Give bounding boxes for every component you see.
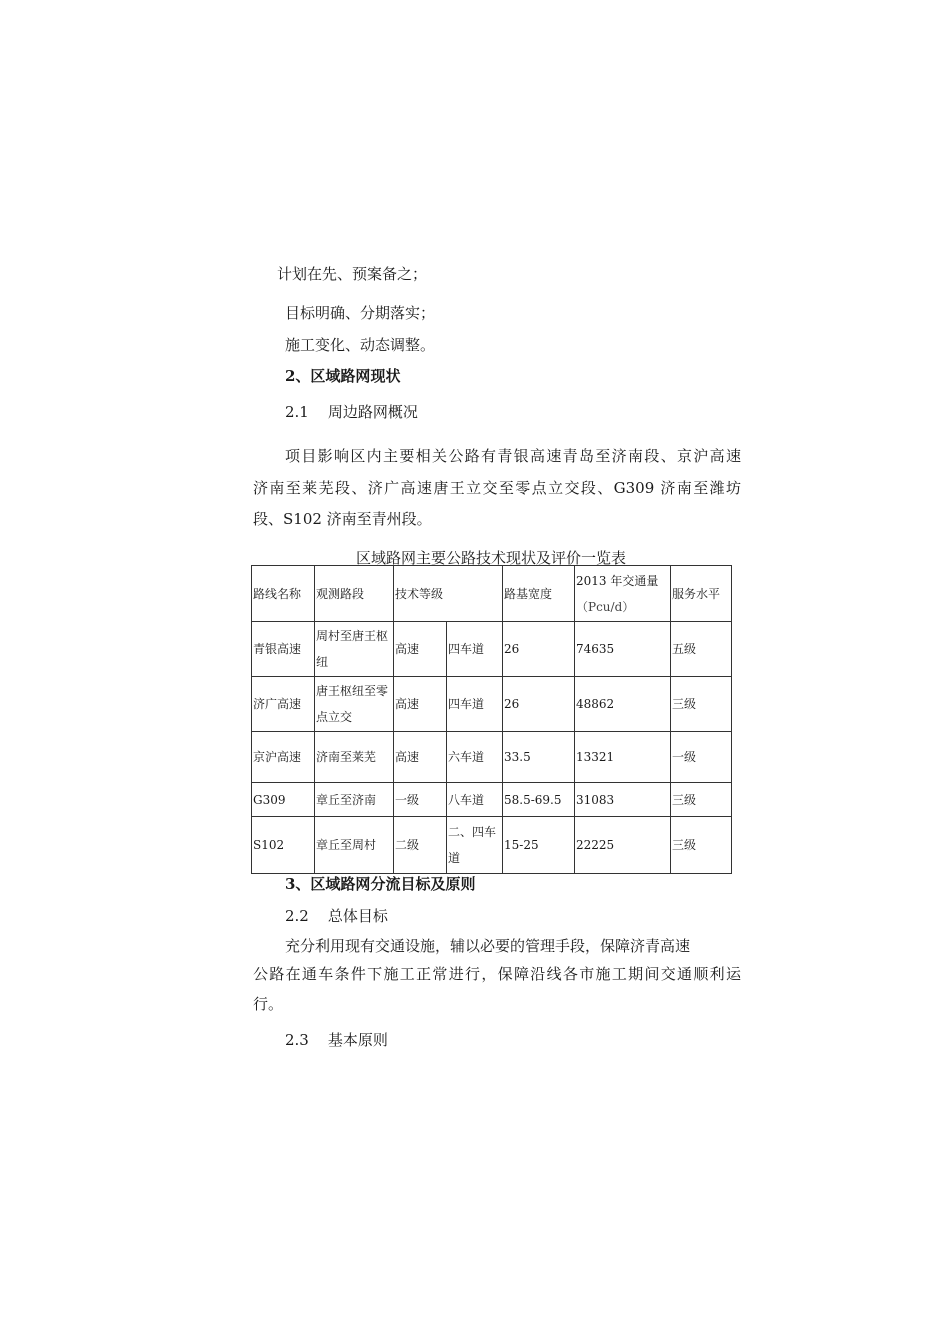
table-row <box>252 622 732 677</box>
cell-grade: 二级 <box>394 817 447 874</box>
header-grade: 技术等级 <box>394 566 503 622</box>
heading-2-3: 2.3 基本原则 <box>285 1031 388 1049</box>
cell-section: 章丘至济南 <box>315 783 394 817</box>
cell-lanes: 四车道 <box>447 677 503 732</box>
paragraph-goal: 目标明确、分期落实； <box>285 304 436 322</box>
heading-2-1: 2.1 周边路网概况 <box>285 403 418 421</box>
cell-grade: 高速 <box>394 677 447 732</box>
paragraph-plan: 计划在先、预案备之； <box>277 265 428 283</box>
cell-grade: 一级 <box>394 783 447 817</box>
header-service: 服务水平 <box>671 566 732 622</box>
header-traffic <box>575 566 671 622</box>
cell-width: 15-25 <box>503 817 575 874</box>
cell-traffic: 74635 <box>575 622 671 677</box>
cell-route: 济广高速 <box>252 677 315 732</box>
body-text-line: 济南至莱芜段、济广高速唐王立交至零点立交段、G309 济南至潍坊 <box>253 479 741 497</box>
cell-section: 唐王枢纽至零点立交 <box>315 677 394 732</box>
cell-grade: 高速 <box>394 622 447 677</box>
road-network-table <box>251 565 732 874</box>
table-row <box>252 677 732 732</box>
cell-traffic: 22225 <box>575 817 671 874</box>
heading-section-3: 3、区域路网分流目标及原则 <box>285 875 476 893</box>
cell-lanes: 四车道 <box>447 622 503 677</box>
cell-traffic: 31083 <box>575 783 671 817</box>
table-row <box>252 817 732 874</box>
cell-service: 一级 <box>671 732 732 783</box>
cell-traffic: 13321 <box>575 732 671 783</box>
header-traffic-year: 2013 年交通量 <box>576 573 659 588</box>
heading-2-2: 2.2 总体目标 <box>285 907 388 925</box>
cell-route: G309 <box>252 783 315 817</box>
cell-lanes: 八车道 <box>447 783 503 817</box>
body-text-line: 项目影响区内主要相关公路有青银高速青岛至济南段、京沪高速 <box>285 447 741 465</box>
paragraph-construction: 施工变化、动态调整。 <box>285 336 436 354</box>
cell-width: 58.5-69.5 <box>503 783 575 817</box>
cell-traffic: 48862 <box>575 677 671 732</box>
cell-width: 26 <box>503 677 575 732</box>
cell-route: 青银高速 <box>252 622 315 677</box>
body-text-line: 公路在通车条件下施工正常进行，保障沿线各市施工期间交通顺利运 <box>253 965 741 983</box>
cell-width: 33.5 <box>503 732 575 783</box>
body-text-line: 充分利用现有交通设施，辅以必要的管理手段，保障济青高速 <box>285 937 691 955</box>
header-section: 观测路段 <box>315 566 394 622</box>
cell-section: 周村至唐王枢纽 <box>315 622 394 677</box>
body-text-line: 行。 <box>253 995 284 1013</box>
body-text-line: 段、S102 济南至青州段。 <box>253 510 432 528</box>
cell-service: 三级 <box>671 783 732 817</box>
cell-route: S102 <box>252 817 315 874</box>
cell-lanes: 六车道 <box>447 732 503 783</box>
cell-service: 三级 <box>671 677 732 732</box>
cell-section: 章丘至周村 <box>315 817 394 874</box>
heading-section-2: 2、区域路网现状 <box>285 367 401 385</box>
table-row <box>252 732 732 783</box>
header-traffic-unit: （Pcu/d） <box>576 599 635 614</box>
cell-service: 五级 <box>671 622 732 677</box>
table-row <box>252 783 732 817</box>
cell-service: 三级 <box>671 817 732 874</box>
header-width: 路基宽度 <box>503 566 575 622</box>
cell-lanes: 二、四车道 <box>447 817 503 874</box>
cell-route: 京沪高速 <box>252 732 315 783</box>
table-header-row <box>252 566 732 622</box>
table-caption: 区域路网主要公路技术现状及评价一览表 <box>355 549 626 567</box>
cell-section: 济南至莱芜 <box>315 732 394 783</box>
header-route: 路线名称 <box>252 566 315 622</box>
cell-grade: 高速 <box>394 732 447 783</box>
cell-width: 26 <box>503 622 575 677</box>
